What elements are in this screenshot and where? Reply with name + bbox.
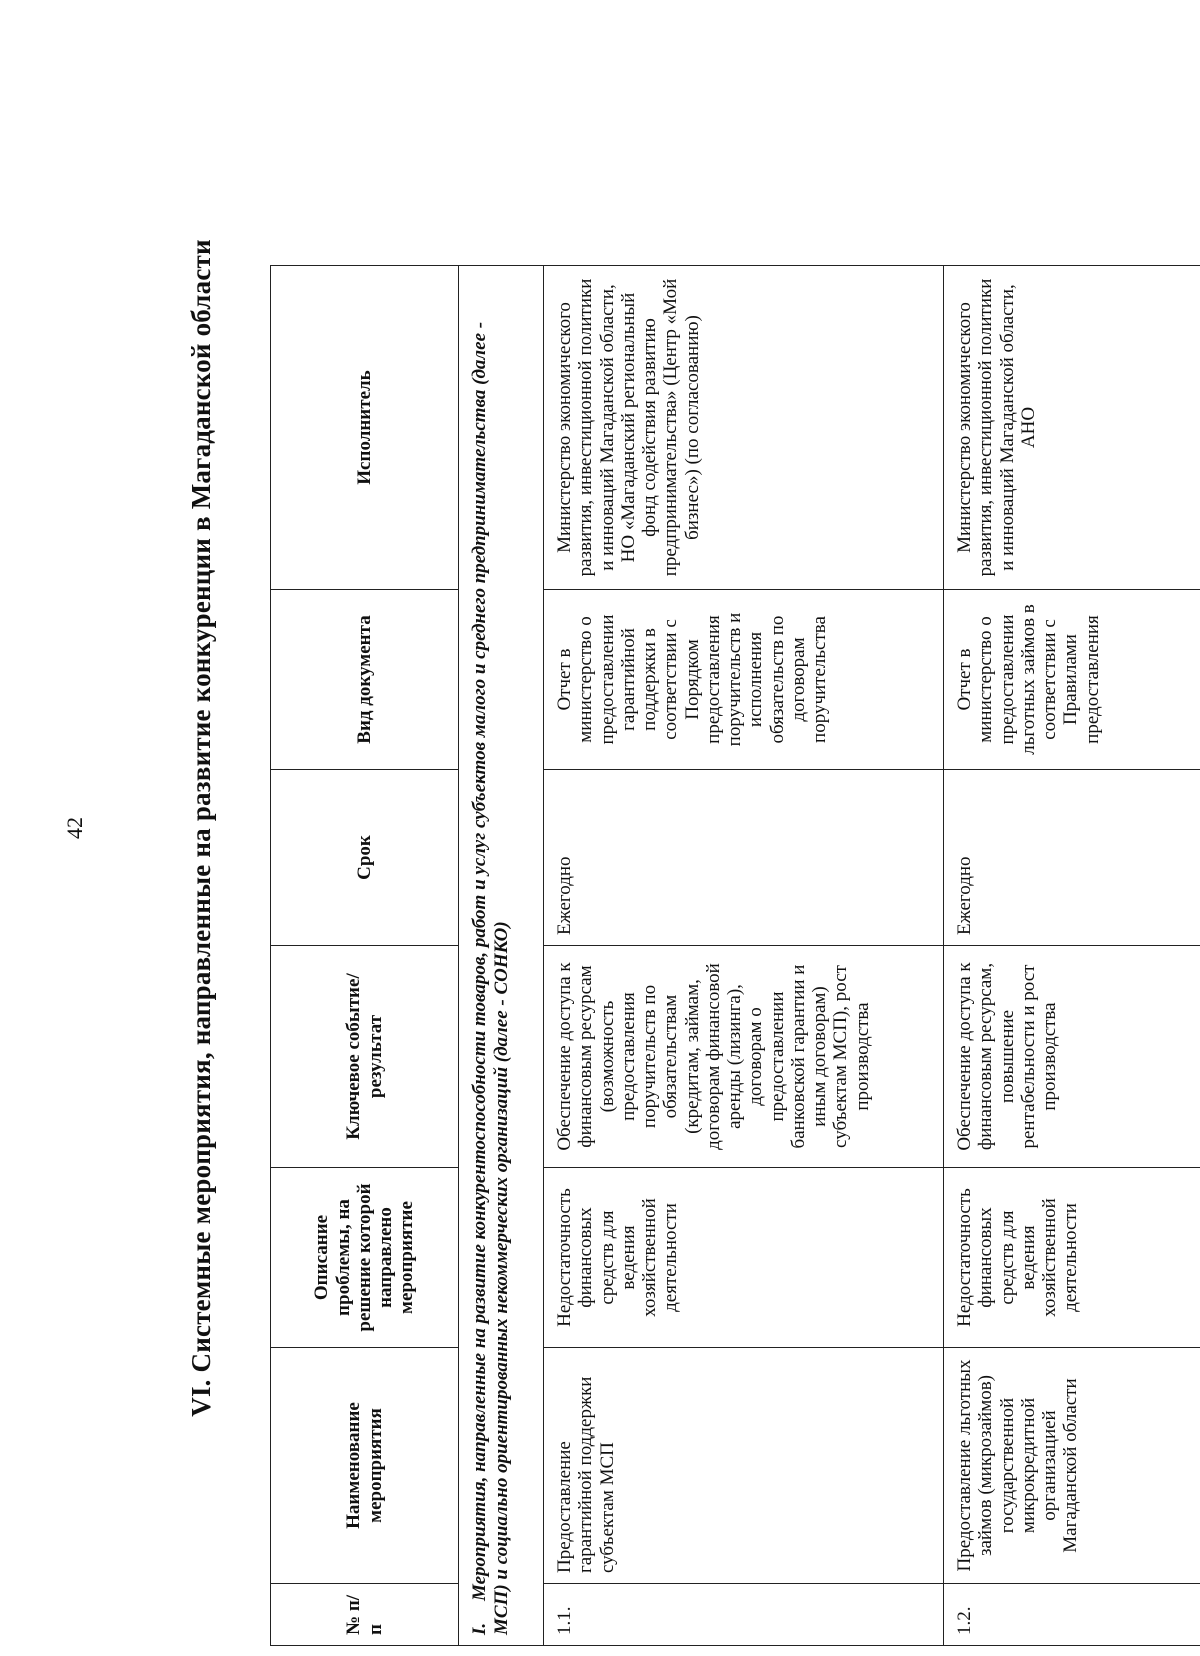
header-problem: Описание проблемы, на решение которой направлено мероприятие xyxy=(271,1168,459,1348)
cell-deadline: Ежегодно xyxy=(544,770,944,946)
header-deadline: Срок xyxy=(271,770,459,946)
section-cell xyxy=(459,266,544,1646)
header-executor: Исполнитель xyxy=(271,266,459,590)
header-result: Ключевое событие/результат xyxy=(271,946,459,1168)
events-table xyxy=(270,265,1200,1646)
cell-doc: Отчет в министерство о предоставлении гарантийной поддержки в соответствии с Порядком предоставления поручительств и исполнения обязательств по договорам поручительства xyxy=(544,590,944,770)
cell-deadline: Ежегодно xyxy=(944,770,1200,946)
header-doc: Вид документа xyxy=(271,590,459,770)
cell-result: Обеспечение доступа к финансовым ресурсам, повышение рентабельности и рост производства xyxy=(944,946,1200,1168)
cell-name: Предоставление гарантийной поддержки субъектам МСП xyxy=(544,1348,944,1584)
cell-executor: Министерство экономического развития, инвестиционной политики и инноваций Магаданской области, АНО xyxy=(944,266,1200,590)
table-row xyxy=(944,266,1200,1646)
cell-num: 1.2. xyxy=(944,1584,1200,1646)
cell-name: Предоставление льготных займов (микрозаймов) государственной микрокредитной организацией Магаданской области xyxy=(944,1348,1200,1584)
cell-problem: Недостаточность финансовых средств для ведения хозяйственной деятельности xyxy=(544,1168,944,1348)
page-number: 42 xyxy=(62,817,87,839)
section-heading xyxy=(469,276,513,1635)
section-number: I. xyxy=(469,1622,490,1635)
table-row xyxy=(544,266,944,1646)
section-row xyxy=(459,266,544,1646)
cell-executor: Министерство экономического развития, инвестиционной политики и инноваций Магаданской области, НО «Магаданский региональный фонд содействия развитию предпринимательства» (Центр «Мой бизнес») (по согласованию) xyxy=(544,266,944,590)
header-num: № п/п xyxy=(271,1584,459,1646)
cell-result: Обеспечение доступа к финансовым ресурсам (возможность предоставления поручительств по обязательствам (кредитам, займам, договорам финансовой аренды (лизинга), договорам о предоставлении банковской гарантии и иным договорам) субъектам МСП), рост производства xyxy=(544,946,944,1168)
cell-num: 1.1. xyxy=(544,1584,944,1646)
table-header-row xyxy=(271,266,459,1646)
cell-problem: Недостаточность финансовых средств для ведения хозяйственной деятельности xyxy=(944,1168,1200,1348)
header-name: Наименование мероприятия xyxy=(271,1348,459,1584)
document-title: VI. Системные мероприятия, направленные на развитие конкуренции в Магаданской области xyxy=(186,239,216,1417)
section-title: Мероприятия, направленные на развитие конкурентоспособности товаров, работ и услуг субъектов малого и среднего предпринимательства (далее - МСП) и социально ориентированных некоммерческих организаций (далее - СОНКО) xyxy=(469,321,512,1635)
cell-doc: Отчет в министерство о предоставлении льготных займов в соответствии с Правилами предоставления xyxy=(944,590,1200,770)
